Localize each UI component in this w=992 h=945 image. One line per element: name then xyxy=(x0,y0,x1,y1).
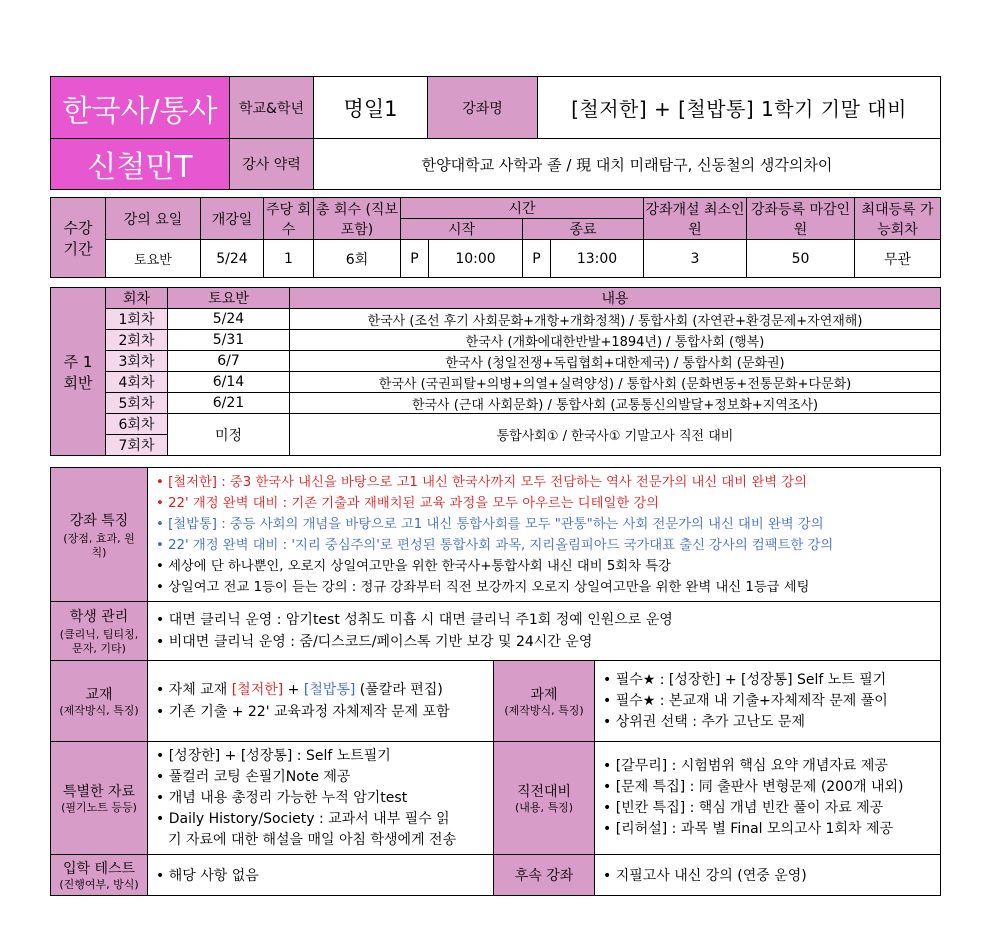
profile-label: 강사 약력 xyxy=(230,139,314,190)
schedule-header-day: 토요반 xyxy=(168,288,290,309)
period-value-min-people: 3 xyxy=(644,240,747,278)
course-name: [철저한] + [철밥통] 1학기 기말 대비 xyxy=(538,77,941,139)
period-value-day: 토요반 xyxy=(106,240,201,278)
period-value-weekly: 1 xyxy=(264,240,314,278)
special-line: • [성장한] + [성장통] : Self 노트필기 xyxy=(156,747,391,764)
schedule-table xyxy=(50,287,941,456)
homework-line: • 필수★ : 본교재 내 기출+자체제작 문제 풀이 xyxy=(603,692,888,709)
special-title: 특별한 자료 xyxy=(62,784,136,800)
period-header-day: 강의 요일 xyxy=(106,198,201,240)
textbook-content xyxy=(148,661,494,742)
schedule-content: 한국사 (근대 사회문화) / 통합사회 (교통통신의발달+정보화+지역조사) xyxy=(290,393,941,414)
final-prep-line: • [문제 특집] : 同 출판사 변형문제 (200개 내외) xyxy=(603,779,904,795)
schedule-session: 3회차 xyxy=(106,351,168,372)
schedule-header-content: 내용 xyxy=(290,288,941,309)
management-line: • 비대면 클리닉 운영 : 줌/디스코드/페이스톡 기반 보강 및 24시간 운영 xyxy=(156,634,593,650)
homework-line: • 필수★ : [성장한] + [성장통] Self 노트 필기 xyxy=(603,671,887,688)
final-prep-line: • [갈무리] : 시험범위 핵심 요약 개념자료 제공 xyxy=(603,758,888,774)
textbook-suffix: (풀칼라 편집) xyxy=(355,682,443,698)
period-header-max-session: 최대등록 가능회차 xyxy=(855,198,941,240)
period-header-min-people: 강좌개설 최소인원 xyxy=(644,198,747,240)
header-table xyxy=(50,76,941,190)
features-label xyxy=(51,468,148,602)
textbook-line-2: • 기존 기출 + 22' 교육과정 자체제작 문제 포함 xyxy=(156,704,450,720)
schedule-content: 한국사 (조선 후기 사회문화+개항+개화정책) / 통합사회 (자연관+환경문제+자연재해) xyxy=(290,309,941,330)
school-value: 명일1 xyxy=(314,77,428,139)
period-header-time: 시간 xyxy=(401,198,644,219)
homework-subtitle: (제작방식, 특징) xyxy=(504,704,584,717)
features-line: • 22' 개정 완벽 대비 : '지리 중심주의'로 편성된 통합사회 과목, 지리올림피아드 국가대표 출신 강사의 컴팩트한 강의 xyxy=(156,537,834,553)
schedule-content: 한국사 (청일전쟁+독립협회+대한제국) / 통합사회 (문화권) xyxy=(290,351,941,372)
schedule-content: 한국사 (개화에대한반발+1894년) / 통합사회 (행복) xyxy=(290,330,941,351)
schedule-date-merged: 미정 xyxy=(168,414,290,456)
special-label xyxy=(51,742,148,855)
management-line: • 대면 클리닉 운영 : 암기test 성취도 미흡 시 대면 클리닉 주1회 정예 인원으로 운영 xyxy=(156,612,673,628)
textbook-subtitle: (제작방식, 특징) xyxy=(59,704,139,717)
schedule-date: 6/14 xyxy=(168,372,290,393)
period-side-label: 수강 기간 xyxy=(51,198,106,278)
period-header-time-end: 종료 xyxy=(523,219,644,240)
homework-content xyxy=(595,661,941,742)
school-label: 학교&학년 xyxy=(230,77,314,139)
management-subtitle: (클리닉, 팀티칭, 문자, 기타) xyxy=(59,628,139,655)
homework-line: • 상위권 선택 : 추가 고난도 문제 xyxy=(603,713,805,730)
teacher-name: 신철민T xyxy=(51,139,230,190)
final-prep-line: • [빈칸 특집] : 핵심 개념 빈칸 풀이 자료 제공 xyxy=(603,800,884,816)
special-content xyxy=(148,742,494,855)
textbook-red-title: [철저한] xyxy=(231,682,284,698)
schedule-content: 한국사 (국권피탈+의병+의열+실력양성) / 통합사회 (문화변동+전통문화+다문화) xyxy=(290,372,941,393)
features-line: • 22' 개정 완벽 대비 : 기존 기출과 재배치된 교육 과정을 모두 아우르는 디테일한 강의 xyxy=(156,495,660,511)
special-subtitle: (필기노트 등등) xyxy=(61,801,137,814)
course-label: 강좌명 xyxy=(428,77,538,139)
period-value-start-time: 10:00 xyxy=(429,240,523,278)
schedule-date: 5/24 xyxy=(168,309,290,330)
schedule-session: 6회차 xyxy=(106,414,168,435)
period-value-start-date: 5/24 xyxy=(201,240,264,278)
final-prep-content xyxy=(595,742,941,855)
period-value-deadline: 50 xyxy=(747,240,855,278)
profile-value: 한양대학교 사학과 졸 / 現 대치 미래탐구, 신동철의 생각의차이 xyxy=(314,139,941,190)
features-line: • 상일여고 전교 1등이 듣는 강의 : 정규 강좌부터 직전 보강까지 오로지 상일여고만을 위한 완벽 내신 1등급 세팅 xyxy=(156,579,810,595)
features-title: 강좌 특징 xyxy=(69,512,129,529)
period-header-total: 총 회수 (직보포함) xyxy=(314,198,401,240)
period-header-start-date: 개강일 xyxy=(201,198,264,240)
homework-label xyxy=(494,661,595,742)
features-line: • 세상에 단 하나뿐인, 오로지 상일여고만을 위한 한국사+통합사회 내신 대비 5회차 특강 xyxy=(156,558,671,574)
special-line: • 개념 내용 총정리 가능한 누적 암기test xyxy=(156,789,408,806)
final-prep-title: 직전대비 xyxy=(516,784,572,800)
period-value-start-ampm: P xyxy=(401,240,429,278)
management-title: 학생 관리 xyxy=(69,609,129,625)
features-content xyxy=(148,468,941,602)
schedule-date: 6/21 xyxy=(168,393,290,414)
schedule-content-merged: 통합사회① / 한국사① 기말고사 직전 대비 xyxy=(290,414,941,456)
schedule-date: 6/7 xyxy=(168,351,290,372)
entrance-title: 입학 테스트 xyxy=(62,861,136,877)
textbook-label xyxy=(51,661,148,742)
features-line: • [철저한] : 중3 한국사 내신을 바탕으로 고1 내신 한국사까지 모두 전담하는 역사 전문가의 내신 대비 완벽 강의 xyxy=(156,474,807,490)
management-content xyxy=(148,602,941,661)
details-table xyxy=(50,467,941,896)
final-prep-line: • [리허설] : 과목 별 Final 모의고사 1회차 제공 xyxy=(603,821,894,837)
schedule-session: 5회차 xyxy=(106,393,168,414)
period-header-deadline: 강좌등록 마감인원 xyxy=(747,198,855,240)
schedule-session: 2회차 xyxy=(106,330,168,351)
textbook-prefix: • 자체 교재 xyxy=(156,682,232,698)
schedule-session: 4회차 xyxy=(106,372,168,393)
period-header-weekly: 주당 회수 xyxy=(264,198,314,240)
period-value-max-session: 무관 xyxy=(855,240,941,278)
period-value-end-ampm: P xyxy=(523,240,551,278)
final-prep-label xyxy=(494,742,595,855)
textbook-blue-title: [철밥통] xyxy=(303,682,356,698)
subject-title: 한국사/통사 xyxy=(51,77,230,139)
textbook-line-1 xyxy=(156,679,493,701)
special-line: • 풀컬러 코팅 손필기Note 제공 xyxy=(156,768,351,785)
management-label xyxy=(51,602,148,661)
special-line: 기 자료에 대한 해설을 매일 아침 학생에게 전송 xyxy=(168,831,457,848)
entrance-value: • 해당 사항 없음 xyxy=(148,855,494,896)
features-line: • [철밥통] : 중등 사회의 개념을 바탕으로 고1 내신 통합사회를 모두 "관통"하는 사회 전문가의 내신 대비 완벽 강의 xyxy=(156,516,824,532)
textbook-title: 교재 xyxy=(85,687,113,703)
schedule-session: 1회차 xyxy=(106,309,168,330)
schedule-header-session: 회차 xyxy=(106,288,168,309)
final-prep-subtitle: (내용, 특징) xyxy=(514,801,574,814)
textbook-plus: + xyxy=(283,682,304,698)
period-header-time-start: 시작 xyxy=(401,219,523,240)
features-subtitle: (장점, 효과, 원칙) xyxy=(63,531,135,559)
schedule-session: 7회차 xyxy=(106,435,168,456)
homework-title: 과제 xyxy=(530,687,558,703)
period-table xyxy=(50,197,941,278)
followup-value: • 지필고사 내신 강의 (연중 운영) xyxy=(595,855,941,896)
entrance-subtitle: (진행여부, 방식) xyxy=(59,878,139,891)
entrance-label xyxy=(51,855,148,896)
period-value-total: 6회 xyxy=(314,240,401,278)
special-line: • Daily History/Society : 교과서 내부 필수 읽 xyxy=(156,810,450,827)
schedule-date: 5/31 xyxy=(168,330,290,351)
period-value-end-time: 13:00 xyxy=(551,240,644,278)
followup-label: 후속 강좌 xyxy=(494,855,595,896)
schedule-side-label: 주 1회반 xyxy=(51,288,106,456)
